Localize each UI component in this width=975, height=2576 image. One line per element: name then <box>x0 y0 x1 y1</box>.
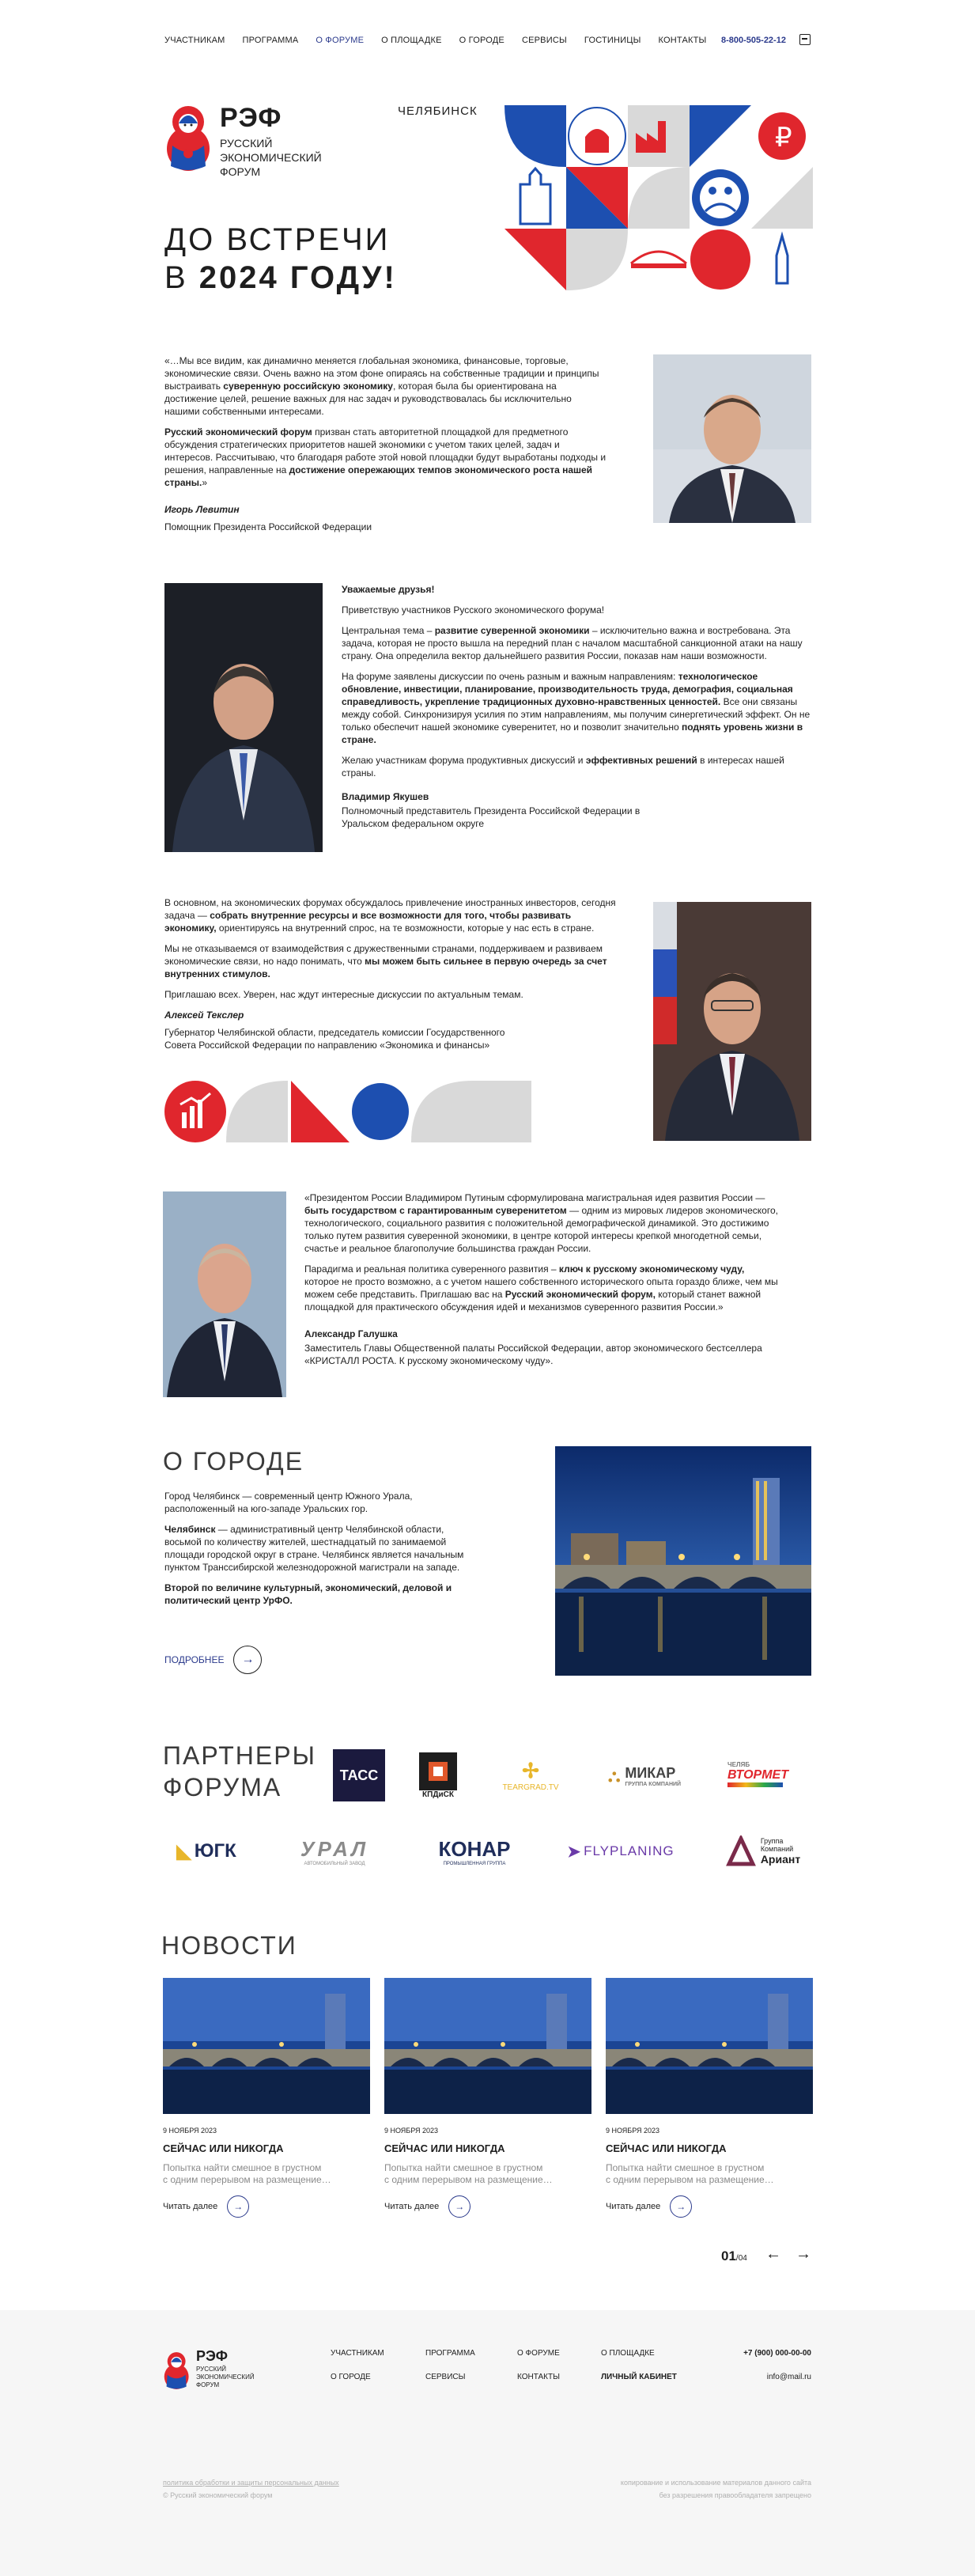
footer-link-city[interactable]: О ГОРОДЕ <box>331 2373 371 2381</box>
speaker-name: Игорь Левитин <box>164 504 240 515</box>
arrow-right-icon: → <box>227 2195 249 2218</box>
nav-item-contacts[interactable]: КОНТАКТЫ <box>658 36 707 45</box>
footer-link-about-forum[interactable]: О ФОРУМЕ <box>517 2349 560 2358</box>
footer-copyright: © Русский экономический форум <box>163 2491 273 2499</box>
svg-text:₽: ₽ <box>775 122 792 153</box>
portrait-teksler <box>653 902 811 1141</box>
news-card-description: Попытка найти смешное в грустном с одним перерывом на размещение… <box>163 2162 331 2185</box>
footer-col-3 <box>517 2342 560 2389</box>
footer-email[interactable]: info@mail.ru <box>766 2373 811 2381</box>
hero-city: ЧЕЛЯБИНСК <box>398 104 478 118</box>
nav-item-program[interactable]: ПРОГРАММА <box>242 36 299 45</box>
speech-paragraph: Парадигма и реальная политика суверенного развития – ключ к русскому экономическому чуду, которое не просто возможно, а с учетом нашего собственного исторического опыта гораздо ближе, чем мы можем себе представить. Приглашаю вас на Русский экономический форум, который станет важной площадкой для практического обсуждения идей и механизмов суверенного развития России.» <box>304 1263 778 1313</box>
speaker-position: Полномочный представитель Президента Российской Федерации в Уральском федеральном округе <box>342 805 641 829</box>
news-card[interactable] <box>384 1978 591 2218</box>
news-card-description: Попытка найти смешное в грустном с одним перерывом на размещение… <box>606 2162 774 2185</box>
news-card-description: Попытка найти смешное в грустном с одним перерывом на размещение… <box>384 2162 553 2185</box>
partner-vtormet-logo[interactable]: ЧЕЛЯБ ВТОРМЕТ <box>727 1749 811 1798</box>
footer-legal-left <box>163 2476 339 2502</box>
footer-logo-subtitle: РУССКИЙ ЭКОНОМИЧЕСКИЙ ФОРУМ <box>196 2366 255 2388</box>
speech-galushka <box>304 1191 779 1367</box>
city-paragraph: Челябинск — административный центр Челябинской области, восьмой по количеству жителей, шестнадцатый по занимаемой площади городской округ в стране. Челябинск является начальным пунктом Транссибирской железнодорожной магистрали на западе. <box>164 1524 464 1573</box>
news-card-image <box>163 1978 370 2114</box>
speech-paragraph: Приглашаю всех. Уверен, нас ждут интересные дискуссии по актуальным темам. <box>164 989 523 1000</box>
speech-greeting: Уважаемые друзья! <box>342 584 435 595</box>
partners-title-line1: ПАРТНЕРЫ <box>163 1741 316 1770</box>
city-section-title: О ГОРОДЕ <box>163 1447 304 1476</box>
speaker-position: Губернатор Челябинской области, председатель комиссии Государственного Совета Российской Федерации по направлению «Экономика и финансы» <box>164 1027 505 1051</box>
portrait-yakushev <box>164 583 323 852</box>
news-card-date: 9 НОЯБРЯ 2023 <box>384 2127 439 2135</box>
hero-title-line1: ДО ВСТРЕЧИ <box>164 222 391 257</box>
news-card[interactable] <box>606 1978 813 2218</box>
flyplaning-mark-icon: ➤ <box>567 1843 581 1861</box>
footer-link-program[interactable]: ПРОГРАММА <box>425 2349 475 2358</box>
news-card-date: 9 НОЯБРЯ 2023 <box>163 2127 217 2135</box>
main-nav <box>164 36 706 45</box>
news-card[interactable] <box>163 1978 370 2218</box>
news-card-read-more[interactable]: Читать далее → <box>163 2195 370 2218</box>
privacy-policy-link[interactable]: политика обработки и защиты персональных данных <box>163 2479 339 2487</box>
logo-subtitle: РУССКИЙ ЭКОНОМИЧЕСКИЙ ФОРУМ <box>220 137 322 178</box>
speech-levitin <box>164 354 607 533</box>
footer-phone[interactable]: +7 (900) 000-00-00 <box>743 2349 811 2358</box>
speech-paragraph: «…Мы все видим, как динамично меняется глобальная экономика, финансовые, торговые, экономические связи. Очень важно на этом фоне опираясь на собственные традиции и принципы выстраивать суверенную российскую экономику, которая была бы ориентирована на достижение целей, решение важных для нас задач и руководствовалась бы исключительно нашими собственными интересами. <box>164 355 599 417</box>
teargrad-mark-icon: ✢ <box>522 1759 539 1782</box>
speech-teksler <box>164 896 623 1051</box>
speech-paragraph: Мы не отказываемся от взаимодействия с дружественными странами, поддерживаем и развиваем экономические связи, но надо понимать, что мы можем быть сильнее в первую очередь за счет внутренних стимулов. <box>164 943 607 979</box>
divider-mosaic-graphic <box>164 1081 531 1142</box>
partner-mikar-logo[interactable]: ⛬ МИКАР ГРУППА КОМПАНИЙ <box>607 1765 682 1787</box>
mikar-mark-icon: ⛬ <box>607 1766 621 1786</box>
nav-item-venue[interactable]: О ПЛОЩАДКЕ <box>381 36 442 45</box>
arrow-right-icon: → <box>670 2195 692 2218</box>
footer-notice-line2: без разрешения правообладателя запрещено <box>659 2491 811 2499</box>
partner-flyplaning-logo[interactable]: ➤ FLYPLANING <box>567 1843 675 1861</box>
page-current: 01 <box>721 2248 736 2263</box>
city-more-link[interactable] <box>164 1646 262 1674</box>
speech-paragraph: «Президентом России Владимиром Путиным сформулирована магистральная идея развития России — быть государством с гарантированным суверенитетом — одним из мировых лидеров экономического, технологического, социального развития с положительной демографической динамикой. Это достижимо только путем развития суверенной экономики, в центре которой интересы крепкой многодетной семьи, счастье и реальное благополучие большинства граждан России. <box>304 1192 778 1254</box>
news-card-date: 9 НОЯБРЯ 2023 <box>606 2127 660 2135</box>
nav-item-services[interactable]: СЕРВИСЫ <box>521 36 567 45</box>
partner-yugk-logo[interactable]: ◣ ЮГК <box>176 1840 236 1862</box>
ariant-mark-icon <box>726 1835 756 1867</box>
partner-ural-logo[interactable]: УРАЛ АВТОМОБИЛЬНЫЙ ЗАВОД <box>300 1836 369 1866</box>
footer-logo-title: РЭФ <box>196 2348 228 2364</box>
logo-title: РЭФ <box>220 103 282 133</box>
partner-tass-logo[interactable]: ТАСС <box>333 1749 385 1801</box>
next-arrow-icon[interactable]: → <box>795 2245 811 2263</box>
news-card-image <box>384 1978 591 2114</box>
city-photo <box>555 1446 811 1676</box>
speech-paragraph: На форуме заявлены дискуссии по очень разным и важным направлениям: технологическое обновление, инвестиции, планирование, производительность труда, демография, социальная справедливость, укрепление традиционных духовно-нравственных ценностей. Все они связаны между собой. Синхронизируя усилия по этим направлениям, мы получим синергетический эффект. Он не только обеспечит нашей экономике суверенитет, но и позволит значительно поднять уровень жизни в стране. <box>342 671 811 745</box>
city-paragraph: Город Челябинск — современный центр Южного Урала, расположенный на юго-западе Уральских гор. <box>164 1491 413 1514</box>
arrow-right-icon: → <box>233 1646 262 1674</box>
news-card-title[interactable]: СЕЙЧАС ИЛИ НИКОГДА <box>384 2142 505 2154</box>
speaker-name: Александр Галушка <box>304 1328 398 1339</box>
news-section-title: НОВОСТИ <box>161 1931 297 1960</box>
footer-link-contacts[interactable]: КОНТАКТЫ <box>517 2373 560 2381</box>
news-card-image <box>606 1978 813 2114</box>
nav-item-hotels[interactable]: ГОСТИНИЦЫ <box>584 36 641 45</box>
city-description <box>164 1490 481 1615</box>
arrow-right-icon: → <box>448 2195 470 2218</box>
speaker-name: Владимир Якушев <box>342 791 429 802</box>
hero-mosaic-graphic <box>505 105 813 291</box>
footer-link-account[interactable]: ЛИЧНЫЙ КАБИНЕТ <box>601 2373 677 2381</box>
nav-item-city[interactable]: О ГОРОДЕ <box>459 36 505 45</box>
page-total: /04 <box>735 2254 747 2263</box>
partner-kpdsk-logo[interactable]: КПДиСК <box>418 1749 459 1801</box>
speech-paragraph: В основном, на экономических форумах обсуждалось привлечение иностранных инвесторов, сегодня задача — собрать внутренние ресурсы и все возможности для того, чтобы развивать экономику, ориентируясь на внутренний спрос, на те возможности, которые у нас есть в стране. <box>164 897 616 934</box>
speech-paragraph: Русский экономический форум призван стать авторитетной площадкой для предметного обсуждения стратегических приоритетов нашей экономики с учетом таких целей, задач и интересов. Рассчитываю, что благодаря работе этой новой площадки будут выработаны подходы и решения, направленные на достижение опережающих темпов экономического роста нашей страны.» <box>164 426 607 488</box>
footer-link-venue[interactable]: О ПЛОЩАДКЕ <box>601 2349 655 2358</box>
footer-legal-right <box>574 2476 811 2502</box>
more-label: ПОДРОБНЕЕ <box>164 1654 225 1665</box>
speaker-position: Заместитель Главы Общественной палаты Российской Федерации, автор экономического бестселлера «КРИСТАЛЛ РОСТА. К русскому экономическому чуду». <box>304 1343 762 1366</box>
portrait-galushka <box>163 1191 286 1397</box>
header-phone[interactable]: 8-800-505-22-12 <box>721 36 786 45</box>
news-card-title[interactable]: СЕЙЧАС ИЛИ НИКОГДА <box>606 2142 727 2154</box>
speaker-position: Помощник Президента Российской Федерации <box>164 521 372 532</box>
footer-col-2 <box>425 2342 475 2389</box>
login-icon[interactable] <box>799 34 811 45</box>
footer-link-services[interactable]: СЕРВИСЫ <box>425 2373 466 2381</box>
news-card-title[interactable]: СЕЙЧАС ИЛИ НИКОГДА <box>163 2142 284 2154</box>
yugk-mark-icon: ◣ <box>176 1840 191 1862</box>
partner-ariant-logo[interactable]: Группа Компаний Ариант <box>715 1831 811 1872</box>
news-pagination <box>721 2248 747 2264</box>
speech-yakushev <box>342 583 811 830</box>
matryoshka-logo-icon <box>164 103 220 172</box>
hero-title-line2: В 2024 ГОДУ! <box>164 260 397 295</box>
footer-matryoshka-logo-icon <box>163 2350 195 2391</box>
footer-col-1 <box>331 2342 384 2389</box>
partners-title-line2: ФОРУМА <box>163 1773 282 1801</box>
vtormet-stripe-icon <box>727 1782 783 1787</box>
speech-paragraph: Желаю участникам форума продуктивных дискуссий и эффективных решений в интересах нашей страны. <box>342 755 784 778</box>
speaker-name: Алексей Текслер <box>164 1010 244 1021</box>
site-footer <box>0 2310 975 2576</box>
partner-konar-logo[interactable]: КОНАР ПРОМЫШЛЕННАЯ ГРУППА <box>438 1836 511 1866</box>
nav-item-participants[interactable]: УЧАСТНИКАМ <box>164 36 225 45</box>
speech-paragraph: Центральная тема – развитие суверенной экономики – исключительно важна и востребована. Эта задача, которая не просто вышла на передний план с началом масштабной санкционной атаки на нашу страну. Она определила вектор дальнейшего развития России, показав нам наши возможности. <box>342 625 803 661</box>
kpdsk-mark-icon <box>419 1752 457 1790</box>
footer-contacts <box>732 2342 811 2389</box>
partner-teargrad-logo[interactable]: ✢ TEARGRAD.TV <box>502 1759 559 1792</box>
speech-paragraph: Приветствую участников Русского экономического форума! <box>342 604 605 616</box>
nav-item-about-forum[interactable]: О ФОРУМЕ <box>316 36 365 45</box>
news-card-read-more[interactable]: Читать далее → <box>384 2195 591 2218</box>
news-card-read-more[interactable]: Читать далее → <box>606 2195 813 2218</box>
footer-link-participants[interactable]: УЧАСТНИКАМ <box>331 2349 384 2358</box>
portrait-levitin <box>653 354 811 523</box>
footer-col-4 <box>601 2342 677 2389</box>
city-paragraph: Второй по величине культурный, экономический, деловой и политический центр УрФО. <box>164 1582 452 1606</box>
footer-notice-line1: копирование и использование материалов данного сайта <box>620 2479 811 2487</box>
prev-arrow-icon[interactable]: ← <box>765 2245 781 2263</box>
